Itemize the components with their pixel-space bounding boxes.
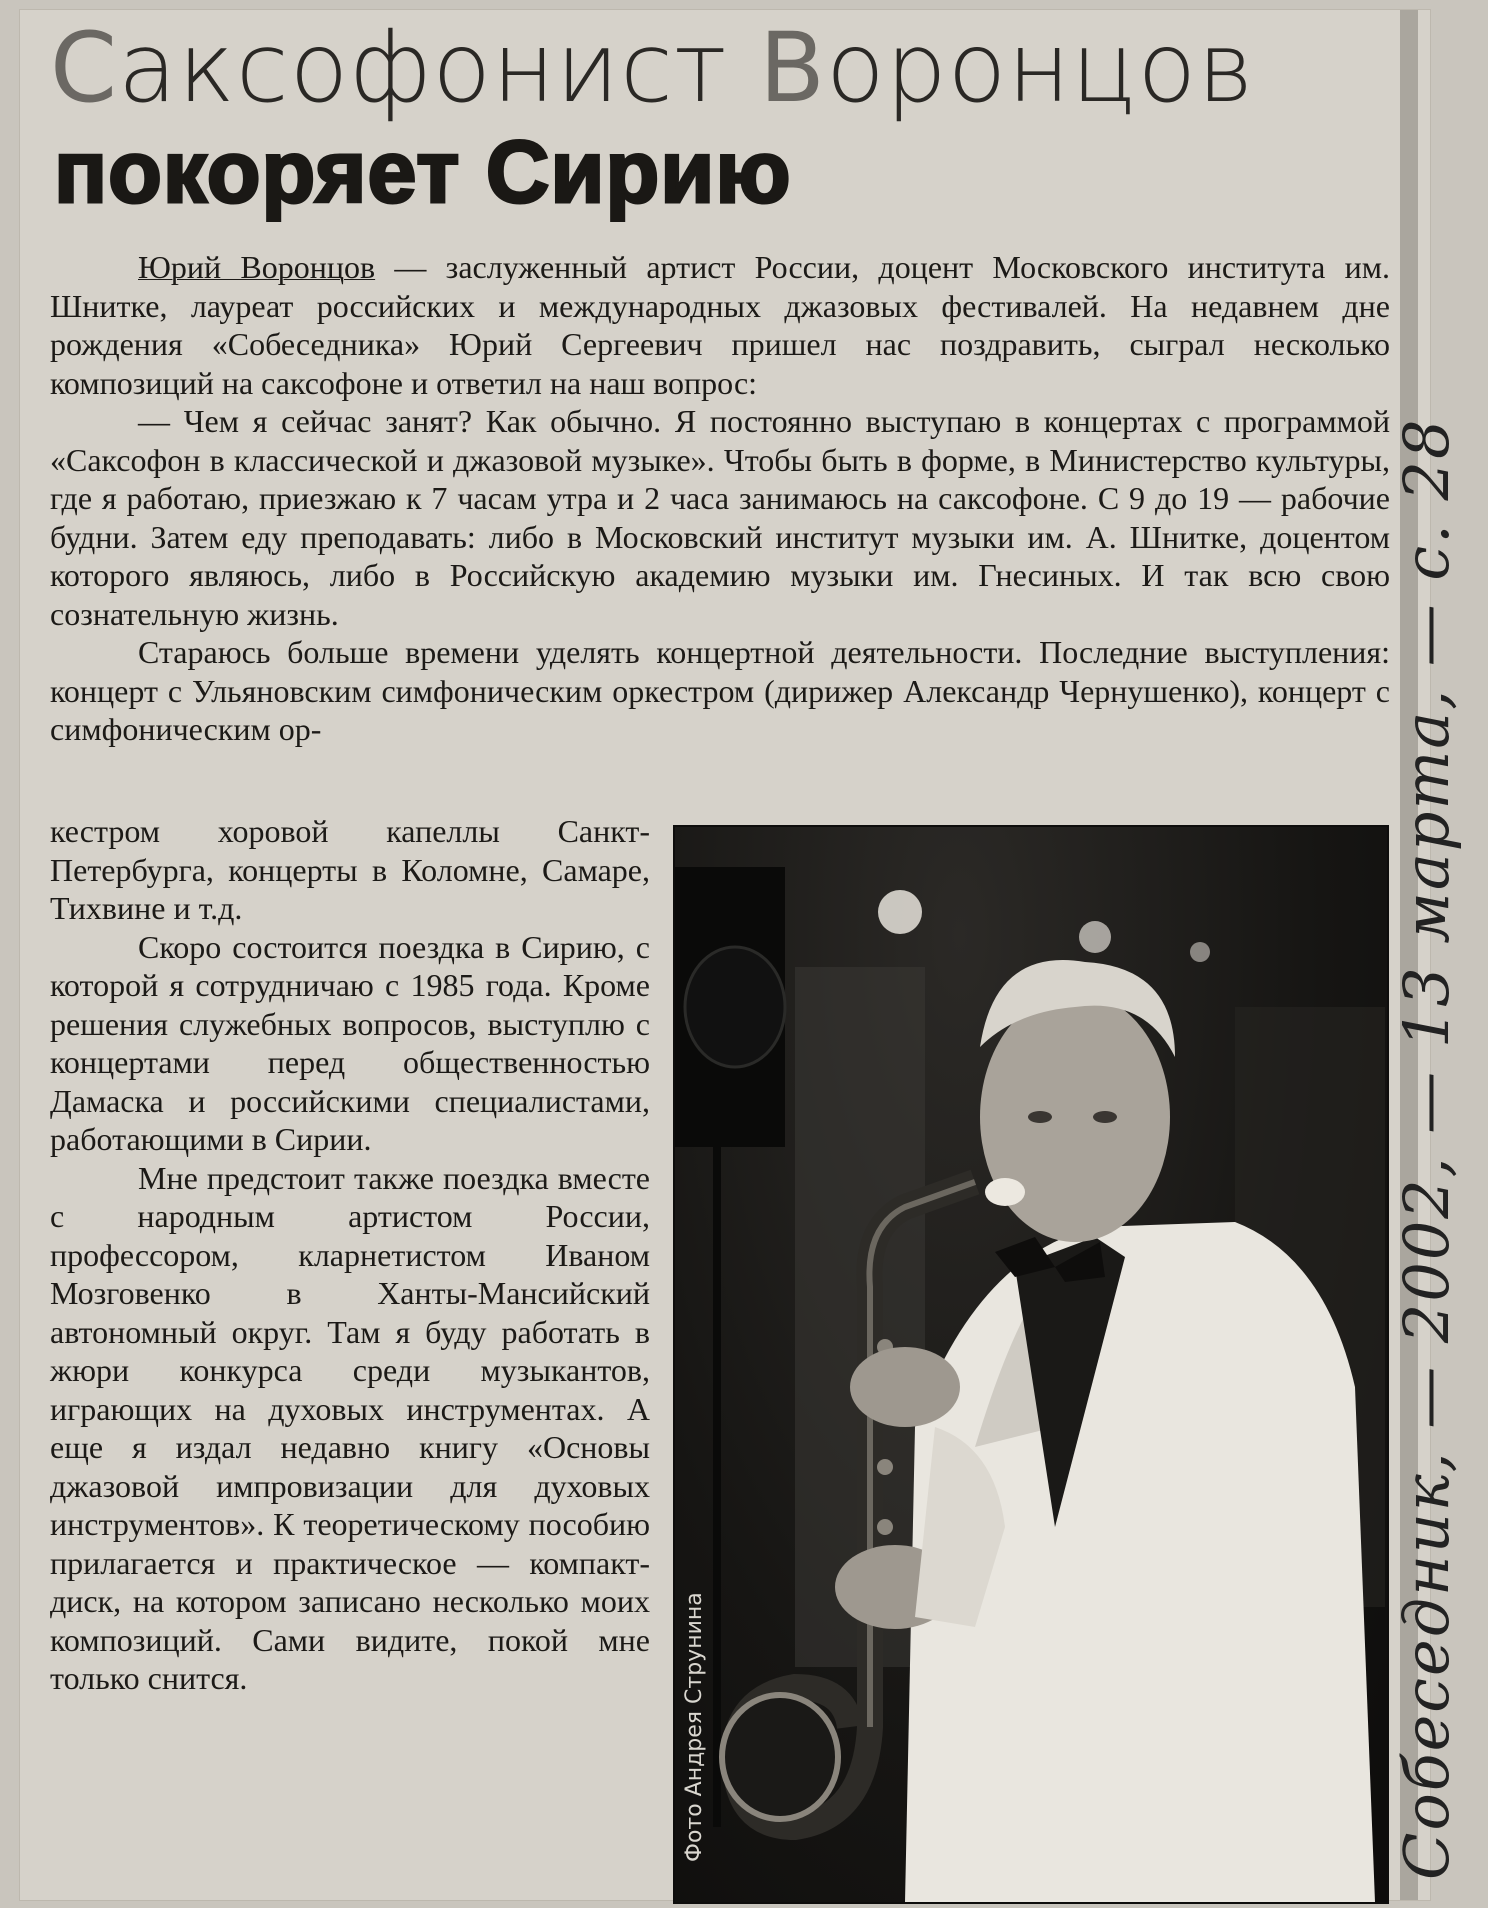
headline-initial-1: С xyxy=(50,12,119,124)
headline-line-1 xyxy=(50,12,1255,124)
paragraph-5: Мне предстоит также поездка вместе с народным артистом России, профессором, кларнетистом Иваном Мозговенко в Ханты-Мансийский автономный округ. Там я буду работать в жюри конкурса среди музыкантов, играющих на духовых инструментах. А еще я издал недавно книгу «Основы джазовой импровизации для духовых инструментов». К теоретическому пособию прилагается и практическое — компакт-диск, на котором записано несколько моих композиций. Сами видите, покой мне только снится. xyxy=(50,1159,650,1696)
paragraph-2: — Чем я сейчас занят? Как обычно. Я постоянно выступаю в концертах с программой «Саксофон в классической и джазовой музыке». Чтобы быть в форме, в Министерство культуры, где я работаю, приезжаю к 7 часам утра и 2 часа занимаюсь на саксофоне. С 9 до 19 — рабочие будни. Затем еду преподавать: либо в Московский институт музыки им. А. Шнитке, доцентом которого являюсь, либо в Российскую академию музыки им. Гнесиных. И так всю свою сознательную жизнь. xyxy=(50,403,1390,632)
article-column xyxy=(50,812,650,1698)
saxophonist-photo xyxy=(673,825,1389,1904)
newspaper-clipping xyxy=(20,10,1430,1900)
author-name: Юрий Воронцов xyxy=(138,249,376,285)
photo-illustration xyxy=(675,827,1387,1902)
article-lead xyxy=(50,248,1390,749)
photo-credit: Фото Андрея Струнина xyxy=(682,1592,707,1862)
headline-line-2: покоряет Сирию xyxy=(54,122,792,221)
paragraph-3-end: кестром хоровой капеллы Санкт-Петербурга, концерты в Коломне, Самаре, Тихвине и т.д. xyxy=(50,813,650,926)
handwritten-source-note: Собеседник, — 2002, — 13 марта, — с. 28 xyxy=(1390,417,1463,1880)
headline-word-2: оронцов xyxy=(825,12,1255,124)
paragraph-1-text: — заслуженный артист России, доцент Московского института им. Шнитке, лауреат российских и международных джазовых фестивалей. На недавнем дне рождения «Собеседника» Юрий Сергеевич пришел нас поздравить, сыграл несколько композиций на саксофоне и ответил на наш вопрос: xyxy=(50,249,1391,401)
paragraph-4: Скоро состоится поездка в Сирию, с которой я сотрудничаю с 1985 года. Кроме решения служебных вопросов, выступлю с концертами перед общественностью Дамаска и российскими специалистами, работающими в Сирии. xyxy=(50,928,650,1157)
paragraph-3-start: Стараюсь больше времени уделять концертной деятельности. Последние выступления: концерт с Ульяновским симфоническим оркестром (дирижер Александр Чернушенко), концерт с симфоническим ор- xyxy=(50,634,1390,747)
headline-word-1: аксофонист xyxy=(118,12,760,124)
paragraph-1 xyxy=(50,248,1390,402)
headline-initial-2: В xyxy=(759,12,826,124)
